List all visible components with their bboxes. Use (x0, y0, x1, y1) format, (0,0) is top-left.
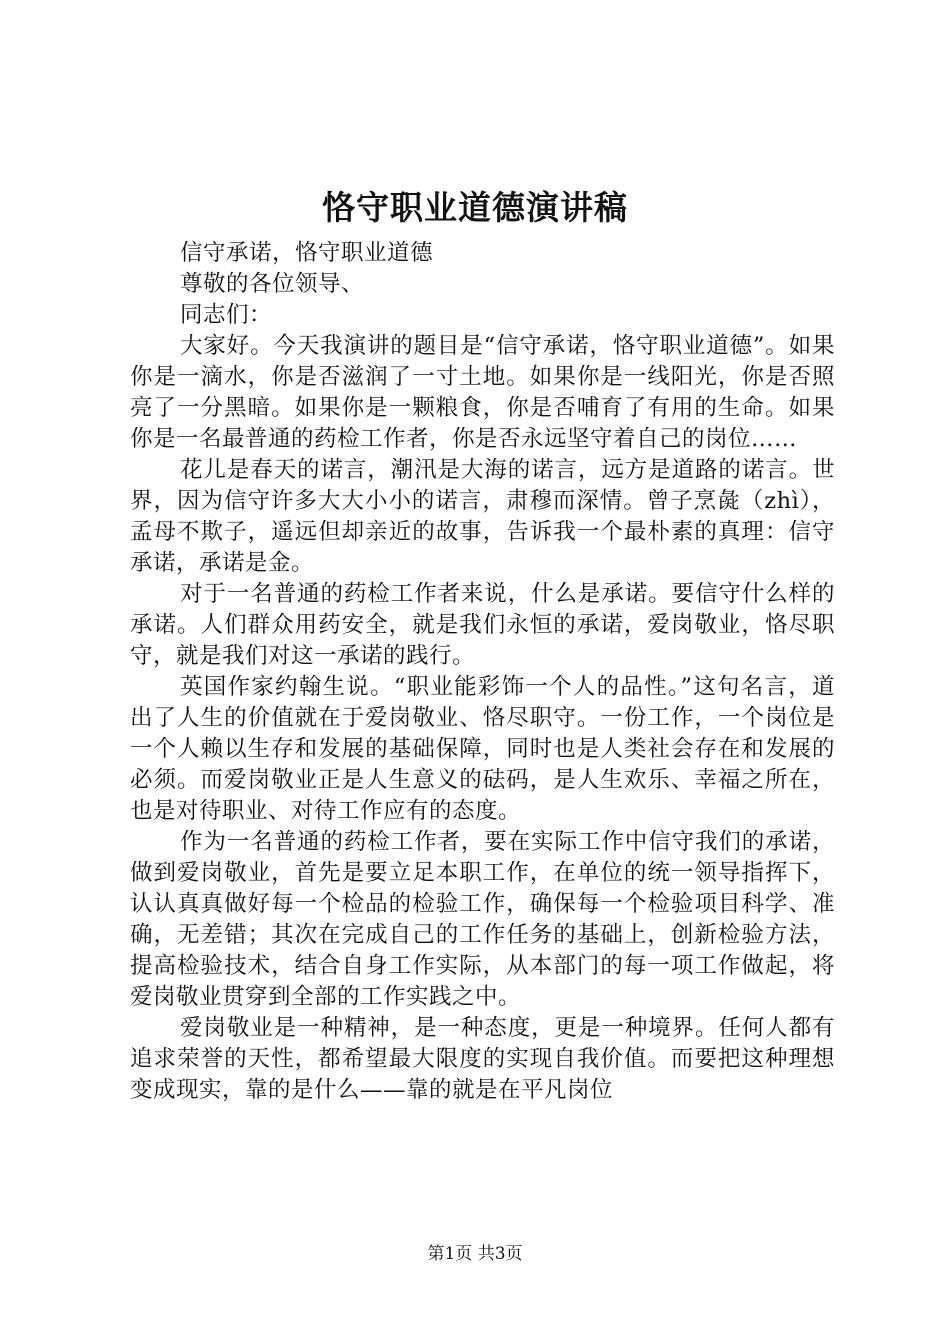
document-title: 恪守职业道德演讲稿 (322, 188, 628, 227)
page-number-footer: 第1页 共3页 (427, 1244, 523, 1264)
body-paragraph: 对于一名普通的药检工作者来说，什么是承诺。要信守什么样的承诺。人们群众用药安全，就是我们永恒的承诺，爱岗敬业，恪尽职守，就是我们对这一承诺的践行。 (130, 581, 835, 669)
body-paragraph: 作为一名普通的药检工作者，要在实际工作中信守我们的承诺，做到爱岗敬业，首先是要立足本职工作，在单位的统一领导指挥下，认认真真做好每一个检品的检验工作，确保每一个检验项目科学、准确，无差错；其次在完成自己的工作任务的基础上，创新检验方法，提高检验技术，结合自身工作实际，从本部门的每一项工作做起，将爱岗敬业贯穿到全部的工作实践之中。 (130, 829, 835, 1010)
body-paragraph: 花儿是春天的诺言，潮汛是大海的诺言，远方是道路的诺言。世界，因为信守许多大大小小的诺言，肃穆而深情。曾子烹彘（zhì），孟母不欺子，遥远但却亲近的故事，告诉我一个最朴素的真理：信守承诺，承诺是金。 (130, 457, 835, 576)
salutation-line: 同志们： (180, 302, 273, 328)
body-paragraph: 英国作家约翰生说。“职业能彩饰一个人的品性。”这句名言，道出了人生的价值就在于爱岗敬业、恪尽职守。一份工作，一个岗位是一个人赖以生存和发展的基础保障，同时也是人类社会存在和发展的必须。而爱岗敬业正是人生意义的砝码，是人生欢乐、幸福之所在，也是对待职业、对待工作应有的态度。 (130, 674, 835, 824)
body-paragraph: 爱岗敬业是一种精神，是一种态度，更是一种境界。任何人都有追求荣誉的天性，都希望最大限度的实现自我价值。而要把这种理想变成现实，靠的是什么——靠的就是在平凡岗位 (130, 1015, 835, 1103)
subtitle-line: 信守承诺，恪守职业道德 (180, 240, 434, 266)
body-paragraph: 大家好。今天我演讲的题目是“信守承诺，恪守职业道德”。如果你是一滴水，你是否滋润了一寸土地。如果你是一线阳光，你是否照亮了一分黑暗。如果你是一颗粮食，你是否哺育了有用的生命。如果你是一名最普通的药检工作者，你是否永远坚守着自己的岗位…… (130, 333, 835, 452)
salutation-line: 尊敬的各位领导、 (180, 271, 365, 297)
document-body (130, 238, 835, 1106)
